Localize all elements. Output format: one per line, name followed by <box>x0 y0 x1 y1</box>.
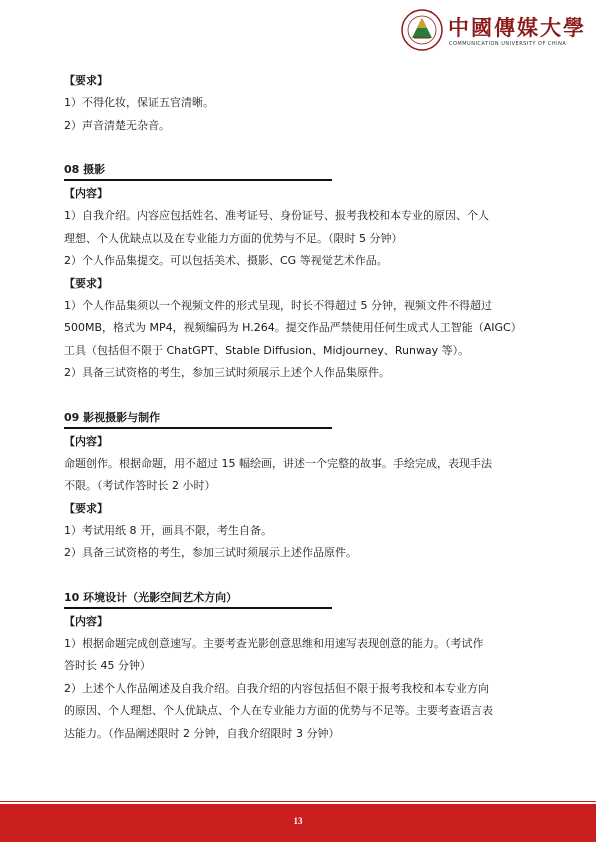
section-title-environment-design: 10 环境设计（光影空间艺术方向） <box>64 590 238 604</box>
paragraph-line: 不限。（考试作答时长 2 小时） <box>64 479 216 492</box>
section-divider <box>64 179 332 181</box>
footer-bar <box>0 804 596 842</box>
section-title-photography: 08 摄影 <box>64 163 106 176</box>
paragraph-line: 1）个人作品集须以一个视频文件的形式呈现，时长不得超过 5 分钟，视频文件不得超过 <box>64 298 492 312</box>
paragraph-line: 达能力。（作品阐述限时 2 分钟，自我介绍限时 3 分钟） <box>64 726 340 740</box>
paragraph-line: 命题创作。根据命题，用不超过 15 幅绘画，讲述一个完整的故事。手绘完成，表现手法 <box>64 456 492 470</box>
page-number: 13 <box>293 816 303 826</box>
university-name-cn: 中國傳媒大學 <box>448 15 586 40</box>
page-content <box>64 70 534 745</box>
list-item: 2）声音清楚无杂音。 <box>64 118 170 132</box>
list-item: 1）不得化妆，保证五官清晰。 <box>64 96 214 109</box>
paragraph-line: 理想、个人优缺点以及在专业能力方面的优势与不足。（限时 5 分钟） <box>64 231 403 245</box>
paragraph-line: 工具（包括但不限于 ChatGPT、Stable Diffusion、Midjourney、Runway 等）。 <box>64 343 470 357</box>
section-title-cinematography: 09 影视摄影与制作 <box>64 410 161 424</box>
paragraph-line: 的原因、个人理想、个人优缺点、个人在专业能力方面的优势与不足等。主要考查语言表 <box>64 704 493 717</box>
paragraph-line: 答时长 45 分钟） <box>64 659 151 672</box>
requirements-label: 【要求】 <box>64 276 108 290</box>
paragraph-line: 1）根据命题完成创意速写。主要考查光影创意思维和用速写表现创意的能力。（考试作 <box>64 636 484 650</box>
footer-divider <box>0 801 596 802</box>
content-label: 【内容】 <box>64 434 108 448</box>
university-emblem-icon <box>400 8 444 52</box>
paragraph-line: 2）个人作品集提交。可以包括美术、摄影、CG 等视觉艺术作品。 <box>64 254 388 267</box>
content-label: 【内容】 <box>64 614 108 628</box>
paragraph-line: 2）具备三试资格的考生，参加三试时须展示上述作品原件。 <box>64 546 357 559</box>
content-label: 【内容】 <box>64 187 108 200</box>
section-divider <box>64 427 332 429</box>
section-divider <box>64 607 332 609</box>
university-name-en: COMMUNICATION UNIVERSITY OF CHINA <box>449 41 567 47</box>
paragraph-line: 1）考试用纸 8 开，画具不限，考生自备。 <box>64 523 272 537</box>
paragraph-line: 2）上述个人作品阐述及自我介绍。自我介绍的内容包括但不限于报考我校和本专业方向 <box>64 681 489 695</box>
paragraph-line: 2）具备三试资格的考生，参加三试时须展示上述个人作品集原件。 <box>64 366 390 379</box>
header <box>400 8 586 52</box>
paragraph-line: 1）自我介绍。内容应包括姓名、准考证号、身份证号、报考我校和本专业的原因、个人 <box>64 209 489 222</box>
requirements-label: 【要求】 <box>64 501 108 515</box>
paragraph-line: 500MB，格式为 MP4，视频编码为 H.264。提交作品严禁使用任何生成式人工智能（AIGC） <box>64 321 522 334</box>
requirements-label: 【要求】 <box>64 74 108 87</box>
